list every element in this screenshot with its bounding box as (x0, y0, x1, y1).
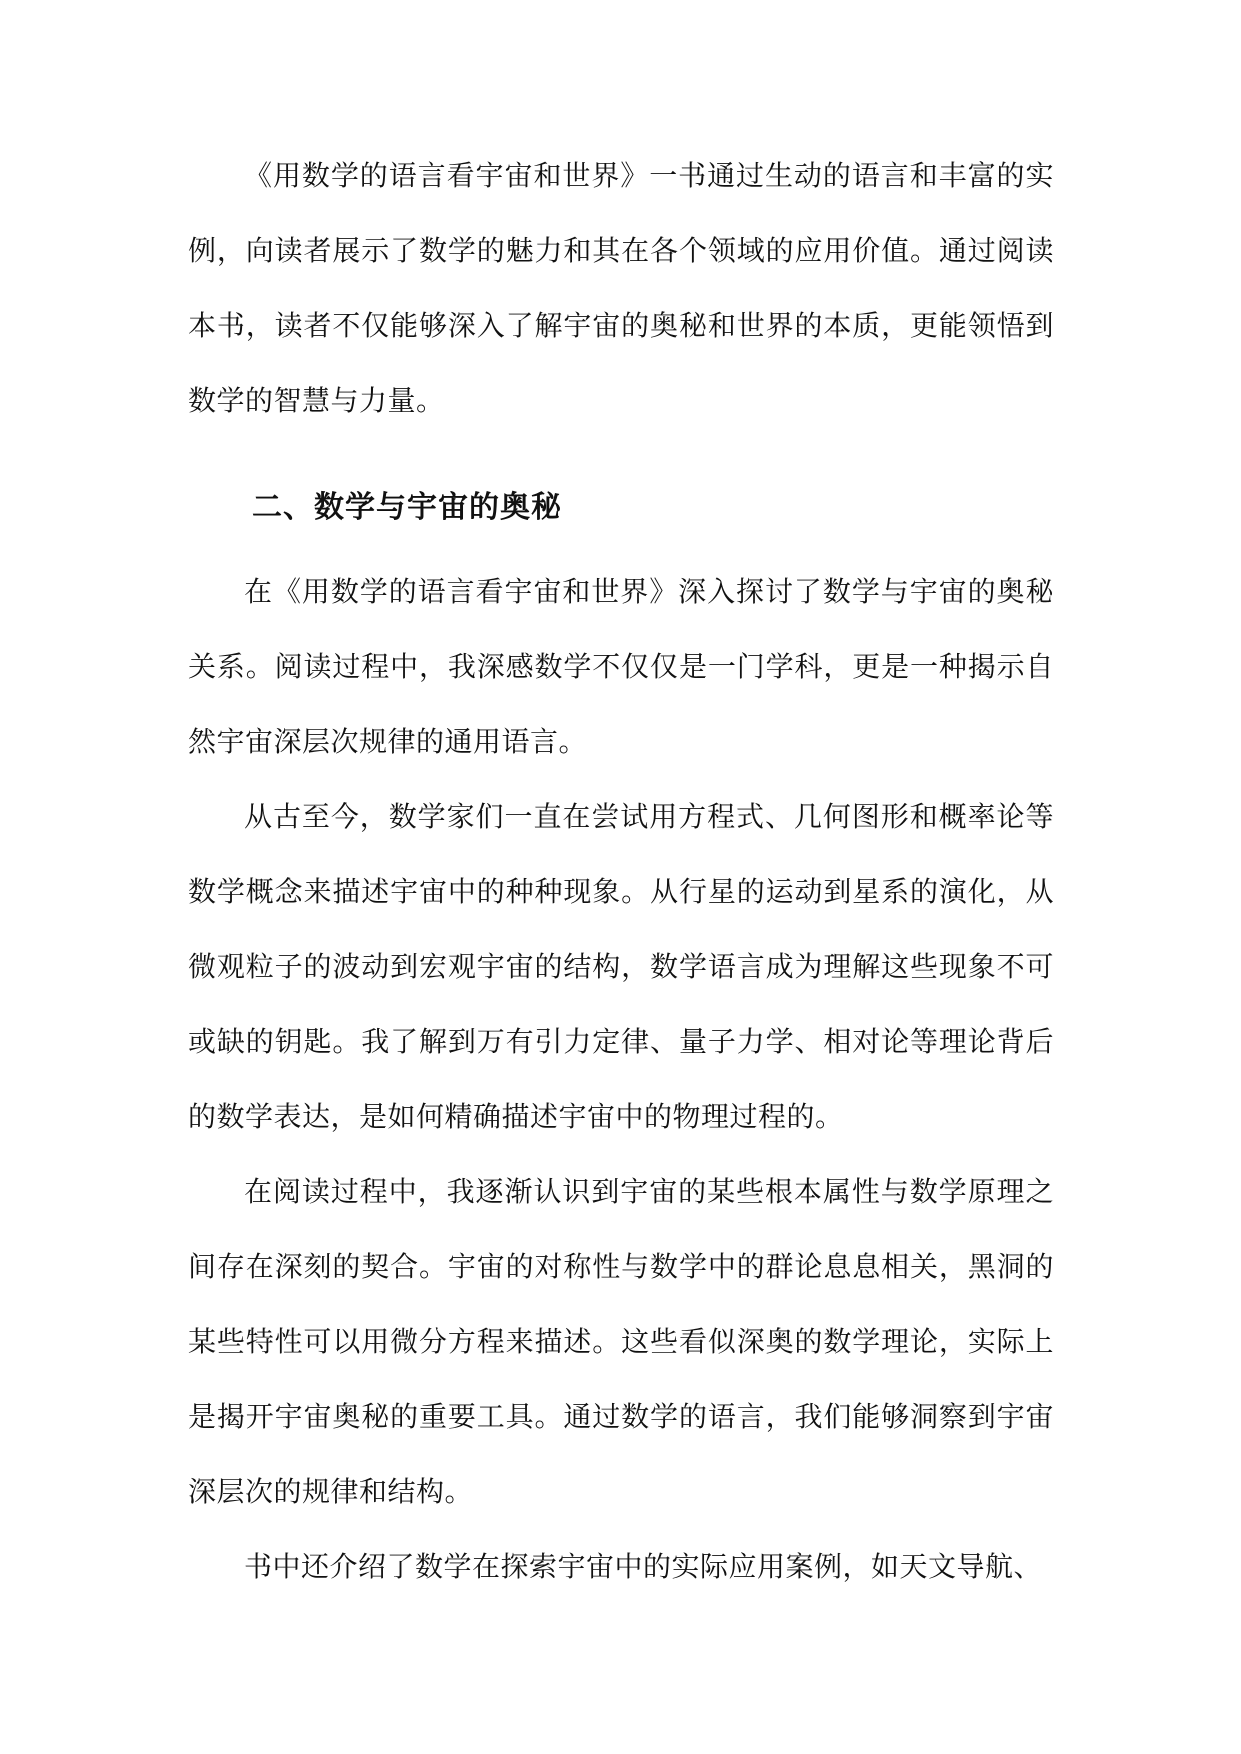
document-body (188, 138, 1054, 1604)
intro-paragraph: 《用数学的语言看宇宙和世界》一书通过生动的语言和丰富的实例，向读者展示了数学的魅力和其在各个领域的应用价值。通过阅读本书，读者不仅能够深入了解宇宙的奥秘和世界的本质，更能领悟到数学的智慧与力量。 (188, 159, 1054, 417)
body-paragraph: 书中还介绍了数学在探索宇宙中的实际应用案例，如天文导航、 (244, 1550, 1043, 1583)
body-paragraph: 从古至今，数学家们一直在尝试用方程式、几何图形和概率论等数学概念来描述宇宙中的种种现象。从行星的运动到星系的演化，从微观粒子的波动到宏观宇宙的结构，数学语言成为理解这些现象不可或缺的钥匙。我了解到万有引力定律、量子力学、相对论等理论背后的数学表达，是如何精确描述宇宙中的物理过程的。 (188, 800, 1054, 1133)
section-heading: 二、数学与宇宙的奥秘 (252, 490, 562, 525)
body-paragraph: 在阅读过程中，我逐渐认识到宇宙的某些根本属性与数学原理之间存在深刻的契合。宇宙的对称性与数学中的群论息息相关，黑洞的某些特性可以用微分方程来描述。这些看似深奥的数学理论，实际上是揭开宇宙奥秘的重要工具。通过数学的语言，我们能够洞察到宇宙深层次的规律和结构。 (188, 1175, 1054, 1508)
body-paragraph: 在《用数学的语言看宇宙和世界》深入探讨了数学与宇宙的奥秘关系。阅读过程中，我深感数学不仅仅是一门学科，更是一种揭示自然宇宙深层次规律的通用语言。 (188, 575, 1054, 758)
